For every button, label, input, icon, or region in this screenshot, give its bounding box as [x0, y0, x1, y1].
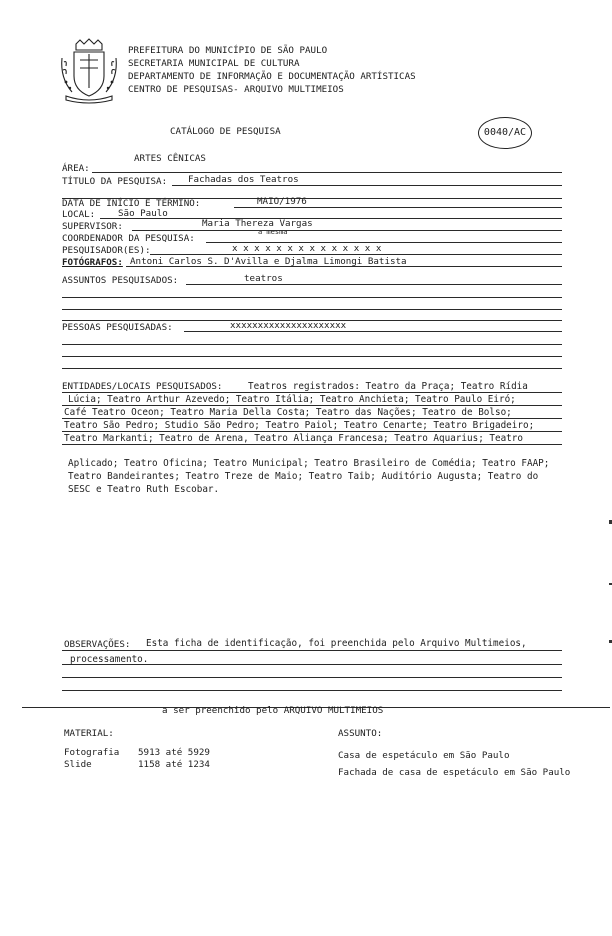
header-line-1: PREFEITURA DO MUNICÍPIO DE SÃO PAULO	[128, 45, 328, 56]
header-line-3: DEPARTAMENTO DE INFORMAÇÃO E DOCUMENTAÇÃO ARTÍSTICAS	[128, 71, 416, 82]
entidades-line-1: Teatros registrados: Teatro da Praça; Teatro Rídia	[248, 381, 528, 392]
material-kind-1: Fotografia	[64, 747, 120, 758]
city-coat-of-arms	[58, 38, 120, 104]
observacoes-label: OBSERVAÇÕES:	[64, 639, 131, 650]
entidades-line-4: Teatro São Pedro; Studio São Pedro; Teatro Paiol; Teatro Cenarte; Teatro Brigadeiro;	[64, 420, 535, 431]
assunto-line-2: Fachada de casa de espetáculo em São Paulo	[338, 767, 571, 778]
footer-caption: a ser preenchido pelo ARQUIVO MULTIMEIOS	[162, 705, 384, 716]
local-value: São Paulo	[118, 208, 168, 219]
entidades-line-2: Lúcia; Teatro Arthur Azevedo; Teatro Itália; Teatro Anchieta; Teatro Paulo Eiró;	[68, 394, 516, 405]
pesquisador-label: PESQUISADOR(ES):	[62, 245, 151, 256]
form-title: CATÁLOGO DE PESQUISA	[170, 126, 281, 137]
observacoes-line-2: processamento.	[70, 654, 149, 665]
observacoes-line-1: Esta ficha de identificação, foi preenchida pelo Arquivo Multimeios,	[146, 638, 527, 649]
local-label: LOCAL:	[62, 209, 96, 220]
header-line-2: SECRETARIA MUNICIPAL DE CULTURA	[128, 58, 300, 69]
assuntos-value: teatros	[244, 273, 283, 284]
material-label: MATERIAL:	[64, 728, 114, 739]
material-kind-2: Slide	[64, 759, 92, 770]
area-value: ARTES CÊNICAS	[134, 153, 206, 164]
data-label: DATA DE INÍCIO E TÉRMINO:	[62, 198, 201, 209]
material-range-1: 5913 até 5929	[138, 747, 210, 758]
titulo-value: Fachadas dos Teatros	[188, 174, 299, 185]
catalog-code-stamp: 0040/AC	[478, 117, 532, 149]
entidades-line-5: Teatro Markanti; Teatro de Arena, Teatro Aliança Francesa; Teatro Aquarius; Teatro	[64, 433, 523, 444]
pessoas-value: xxxxxxxxxxxxxxxxxxxxx	[230, 320, 347, 331]
titulo-label: TÍTULO DA PESQUISA:	[62, 176, 168, 187]
pesquisador-value: x x x x x x x x x x x x x x	[232, 243, 382, 254]
area-label: ÁREA:	[62, 163, 90, 174]
assuntos-label: ASSUNTOS PESQUISADOS:	[62, 275, 179, 286]
data-value: MAIO/1976	[257, 196, 307, 207]
entidades-label: ENTIDADES/LOCAIS PESQUISADOS:	[62, 381, 223, 392]
assunto-label: ASSUNTO:	[338, 728, 383, 739]
supervisor-value: Maria Thereza Vargas	[202, 218, 313, 229]
entidades-line-8: SESC e Teatro Ruth Escobar.	[68, 484, 220, 495]
assunto-line-1: Casa de espetáculo em São Paulo	[338, 750, 510, 761]
fotografos-value: Antoni Carlos S. D'Avilla e Djalma Limongi Batista	[130, 256, 407, 267]
entidades-line-6: Aplicado; Teatro Oficina; Teatro Municipal; Teatro Brasileiro de Comédia; Teatro FAAP;	[68, 458, 550, 469]
supervisor-label: SUPERVISOR:	[62, 221, 123, 232]
fotografos-label: FOTÓGRAFOS:	[62, 257, 123, 268]
entidades-line-3: Café Teatro Oceon; Teatro Maria Della Costa; Teatro das Nações; Teatro de Bolso;	[64, 407, 512, 418]
supervisor-note: a mesma	[258, 228, 288, 236]
entidades-line-7: Teatro Bandeirantes; Teatro Treze de Maio; Teatro Taib; Auditório Augusta; Teatro do	[68, 471, 539, 482]
material-range-2: 1158 até 1234	[138, 759, 210, 770]
coordenador-label: COORDENADOR DA PESQUISA:	[62, 233, 195, 244]
pessoas-label: PESSOAS PESQUISADAS:	[62, 322, 173, 333]
header-line-4: CENTRO DE PESQUISAS- ARQUIVO MULTIMEIOS	[128, 84, 344, 95]
